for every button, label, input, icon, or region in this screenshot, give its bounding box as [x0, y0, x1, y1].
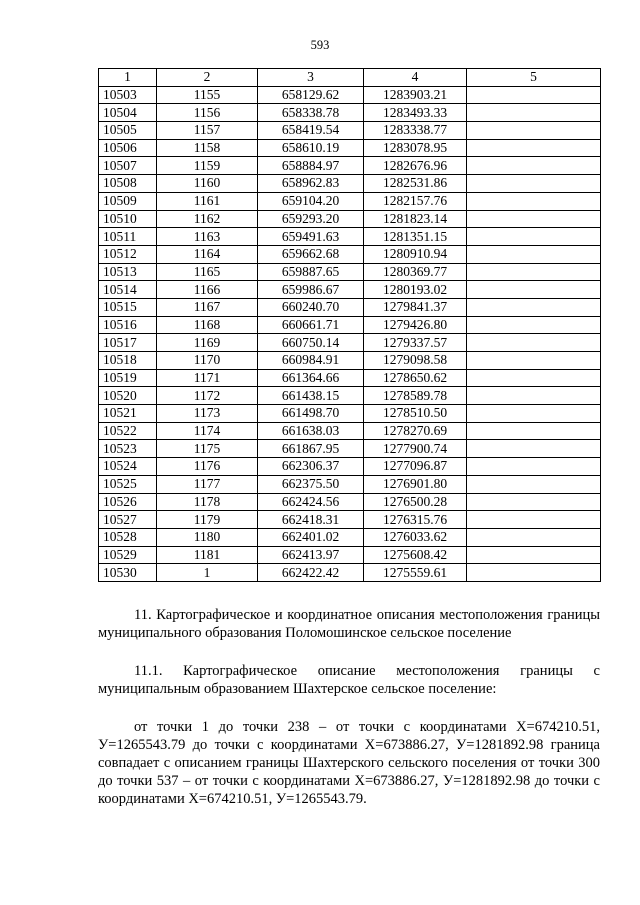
cell-boundary-point: 1175	[157, 440, 258, 458]
cell-coord-y: 1279337.57	[364, 334, 467, 352]
table-body	[99, 86, 601, 581]
column-header-1: 1	[99, 69, 157, 87]
cell-coord-x: 658884.97	[258, 157, 364, 175]
cell-coord-x: 660750.14	[258, 334, 364, 352]
table-row	[99, 228, 601, 246]
cell-coord-x: 659293.20	[258, 210, 364, 228]
cell-coord-x: 658962.83	[258, 175, 364, 193]
body-paragraph: от точки 1 до точки 238 – от точки с координатами Х=674210.51, У=1265543.79 до точки с координатами Х=673886.27, У=1281892.98 граница совпадает с описанием границы Шахтерского сельского поселения от точки 300 до точки 537 – от точки с координатами Х=673886.27, У=1281892.98 до точки с координатами Х=674210.51, У=1265543.79.	[98, 719, 600, 807]
cell-boundary-point: 1157	[157, 122, 258, 140]
cell-boundary-point: 1169	[157, 334, 258, 352]
cell-point-number: 10526	[99, 493, 157, 511]
cell-note	[467, 475, 601, 493]
table-row	[99, 422, 601, 440]
cell-point-number: 10520	[99, 387, 157, 405]
cell-coord-y: 1283903.21	[364, 86, 467, 104]
cell-coord-x: 661638.03	[258, 422, 364, 440]
cell-note	[467, 493, 601, 511]
table-row	[99, 139, 601, 157]
cell-coord-y: 1278589.78	[364, 387, 467, 405]
cell-note	[467, 298, 601, 316]
table-row	[99, 352, 601, 370]
cell-boundary-point: 1173	[157, 405, 258, 423]
cell-coord-y: 1279098.58	[364, 352, 467, 370]
table-row	[99, 405, 601, 423]
cell-coord-x: 661867.95	[258, 440, 364, 458]
table-row	[99, 440, 601, 458]
cell-point-number: 10530	[99, 564, 157, 582]
cell-note	[467, 192, 601, 210]
cell-coord-y: 1276033.62	[364, 528, 467, 546]
page-number: 593	[310, 38, 330, 52]
cell-coord-y: 1282157.76	[364, 192, 467, 210]
cell-point-number: 10529	[99, 546, 157, 564]
column-header-3: 3	[258, 69, 364, 87]
table-row	[99, 122, 601, 140]
coordinates-table	[98, 68, 601, 582]
cell-coord-y: 1278510.50	[364, 405, 467, 423]
table-row	[99, 281, 601, 299]
table-row	[99, 387, 601, 405]
cell-note	[467, 86, 601, 104]
cell-point-number: 10513	[99, 263, 157, 281]
table-row	[99, 210, 601, 228]
cell-coord-x: 662375.50	[258, 475, 364, 493]
cell-coord-y: 1283493.33	[364, 104, 467, 122]
cell-coord-x: 660984.91	[258, 352, 364, 370]
cell-note	[467, 352, 601, 370]
cell-point-number: 10524	[99, 458, 157, 476]
cell-note	[467, 245, 601, 263]
cell-coord-x: 658338.78	[258, 104, 364, 122]
cell-point-number: 10510	[99, 210, 157, 228]
cell-boundary-point: 1165	[157, 263, 258, 281]
cell-point-number: 10512	[99, 245, 157, 263]
subsection-heading: 11.1. Картографическое описание местоположения границы с муниципальным образованием Шахтерское сельское поселение:	[98, 663, 600, 697]
cell-note	[467, 210, 601, 228]
table-row	[99, 334, 601, 352]
cell-note	[467, 387, 601, 405]
cell-point-number: 10506	[99, 139, 157, 157]
cell-point-number: 10511	[99, 228, 157, 246]
table-row	[99, 263, 601, 281]
cell-note	[467, 104, 601, 122]
cell-coord-x: 659662.68	[258, 245, 364, 263]
cell-note	[467, 263, 601, 281]
cell-boundary-point: 1174	[157, 422, 258, 440]
cell-note	[467, 564, 601, 582]
cell-point-number: 10515	[99, 298, 157, 316]
cell-coord-x: 662418.31	[258, 511, 364, 529]
cell-boundary-point: 1158	[157, 139, 258, 157]
cell-boundary-point: 1155	[157, 86, 258, 104]
table-row	[99, 245, 601, 263]
cell-coord-x: 662306.37	[258, 458, 364, 476]
table-row	[99, 458, 601, 476]
cell-coord-x: 660661.71	[258, 316, 364, 334]
cell-coord-x: 662413.97	[258, 546, 364, 564]
cell-coord-x: 659986.67	[258, 281, 364, 299]
cell-coord-x: 659104.20	[258, 192, 364, 210]
cell-coord-x: 658610.19	[258, 139, 364, 157]
cell-point-number: 10523	[99, 440, 157, 458]
table-row	[99, 192, 601, 210]
cell-coord-x: 658129.62	[258, 86, 364, 104]
cell-note	[467, 122, 601, 140]
cell-point-number: 10521	[99, 405, 157, 423]
cell-note	[467, 440, 601, 458]
cell-boundary-point: 1181	[157, 546, 258, 564]
cell-coord-y: 1276901.80	[364, 475, 467, 493]
cell-boundary-point: 1177	[157, 475, 258, 493]
cell-coord-x: 662422.42	[258, 564, 364, 582]
cell-note	[467, 175, 601, 193]
cell-boundary-point: 1178	[157, 493, 258, 511]
cell-boundary-point: 1161	[157, 192, 258, 210]
cell-point-number: 10503	[99, 86, 157, 104]
cell-boundary-point: 1180	[157, 528, 258, 546]
cell-boundary-point: 1172	[157, 387, 258, 405]
cell-point-number: 10528	[99, 528, 157, 546]
cell-coord-y: 1280369.77	[364, 263, 467, 281]
cell-point-number: 10522	[99, 422, 157, 440]
table-row	[99, 546, 601, 564]
cell-point-number: 10518	[99, 352, 157, 370]
cell-boundary-point: 1168	[157, 316, 258, 334]
cell-coord-x: 661438.15	[258, 387, 364, 405]
cell-note	[467, 157, 601, 175]
cell-coord-x: 662401.02	[258, 528, 364, 546]
cell-point-number: 10509	[99, 192, 157, 210]
cell-coord-y: 1281823.14	[364, 210, 467, 228]
cell-coord-y: 1282531.86	[364, 175, 467, 193]
cell-boundary-point: 1170	[157, 352, 258, 370]
cell-point-number: 10514	[99, 281, 157, 299]
table-row	[99, 564, 601, 582]
cell-point-number: 10517	[99, 334, 157, 352]
cell-boundary-point: 1166	[157, 281, 258, 299]
table-row	[99, 528, 601, 546]
cell-note	[467, 316, 601, 334]
cell-boundary-point: 1179	[157, 511, 258, 529]
cell-coord-y: 1275608.42	[364, 546, 467, 564]
cell-coord-x: 660240.70	[258, 298, 364, 316]
cell-point-number: 10525	[99, 475, 157, 493]
cell-coord-x: 659491.63	[258, 228, 364, 246]
cell-note	[467, 458, 601, 476]
cell-coord-y: 1276500.28	[364, 493, 467, 511]
table-row	[99, 175, 601, 193]
column-header-4: 4	[364, 69, 467, 87]
cell-boundary-point: 1171	[157, 369, 258, 387]
cell-coord-x: 658419.54	[258, 122, 364, 140]
cell-coord-y: 1282676.96	[364, 157, 467, 175]
cell-coord-y: 1278270.69	[364, 422, 467, 440]
cell-boundary-point: 1163	[157, 228, 258, 246]
cell-coord-y: 1279426.80	[364, 316, 467, 334]
column-header-5: 5	[467, 69, 601, 87]
cell-note	[467, 528, 601, 546]
cell-note	[467, 139, 601, 157]
table-row	[99, 316, 601, 334]
cell-coord-y: 1280193.02	[364, 281, 467, 299]
table-row	[99, 104, 601, 122]
cell-boundary-point: 1176	[157, 458, 258, 476]
table-row	[99, 298, 601, 316]
cell-point-number: 10504	[99, 104, 157, 122]
cell-note	[467, 511, 601, 529]
table-row	[99, 493, 601, 511]
cell-coord-x: 662424.56	[258, 493, 364, 511]
column-header-2: 2	[157, 69, 258, 87]
cell-note	[467, 334, 601, 352]
table-row	[99, 511, 601, 529]
table-row	[99, 86, 601, 104]
cell-point-number: 10507	[99, 157, 157, 175]
cell-point-number: 10516	[99, 316, 157, 334]
cell-coord-y: 1283078.95	[364, 139, 467, 157]
cell-note	[467, 228, 601, 246]
cell-note	[467, 405, 601, 423]
cell-boundary-point: 1160	[157, 175, 258, 193]
cell-coord-y: 1281351.15	[364, 228, 467, 246]
cell-note	[467, 281, 601, 299]
table-row	[99, 369, 601, 387]
cell-point-number: 10505	[99, 122, 157, 140]
cell-boundary-point: 1167	[157, 298, 258, 316]
cell-note	[467, 369, 601, 387]
cell-point-number: 10519	[99, 369, 157, 387]
table-row	[99, 475, 601, 493]
cell-coord-y: 1277096.87	[364, 458, 467, 476]
cell-coord-y: 1276315.76	[364, 511, 467, 529]
cell-coord-x: 661498.70	[258, 405, 364, 423]
cell-coord-y: 1277900.74	[364, 440, 467, 458]
cell-coord-x: 659887.65	[258, 263, 364, 281]
cell-note	[467, 546, 601, 564]
cell-point-number: 10508	[99, 175, 157, 193]
cell-boundary-point: 1164	[157, 245, 258, 263]
cell-coord-y: 1283338.77	[364, 122, 467, 140]
cell-coord-y: 1278650.62	[364, 369, 467, 387]
table-header-row	[99, 69, 601, 87]
cell-coord-x: 661364.66	[258, 369, 364, 387]
cell-coord-y: 1280910.94	[364, 245, 467, 263]
cell-point-number: 10527	[99, 511, 157, 529]
cell-boundary-point: 1156	[157, 104, 258, 122]
section-heading: 11. Картографическое и координатное описания местоположения границы муниципального образования Поломошинское сельское поселение	[98, 607, 600, 641]
cell-coord-y: 1275559.61	[364, 564, 467, 582]
cell-boundary-point: 1	[157, 564, 258, 582]
cell-coord-y: 1279841.37	[364, 298, 467, 316]
cell-boundary-point: 1162	[157, 210, 258, 228]
table-row	[99, 157, 601, 175]
cell-note	[467, 422, 601, 440]
cell-boundary-point: 1159	[157, 157, 258, 175]
